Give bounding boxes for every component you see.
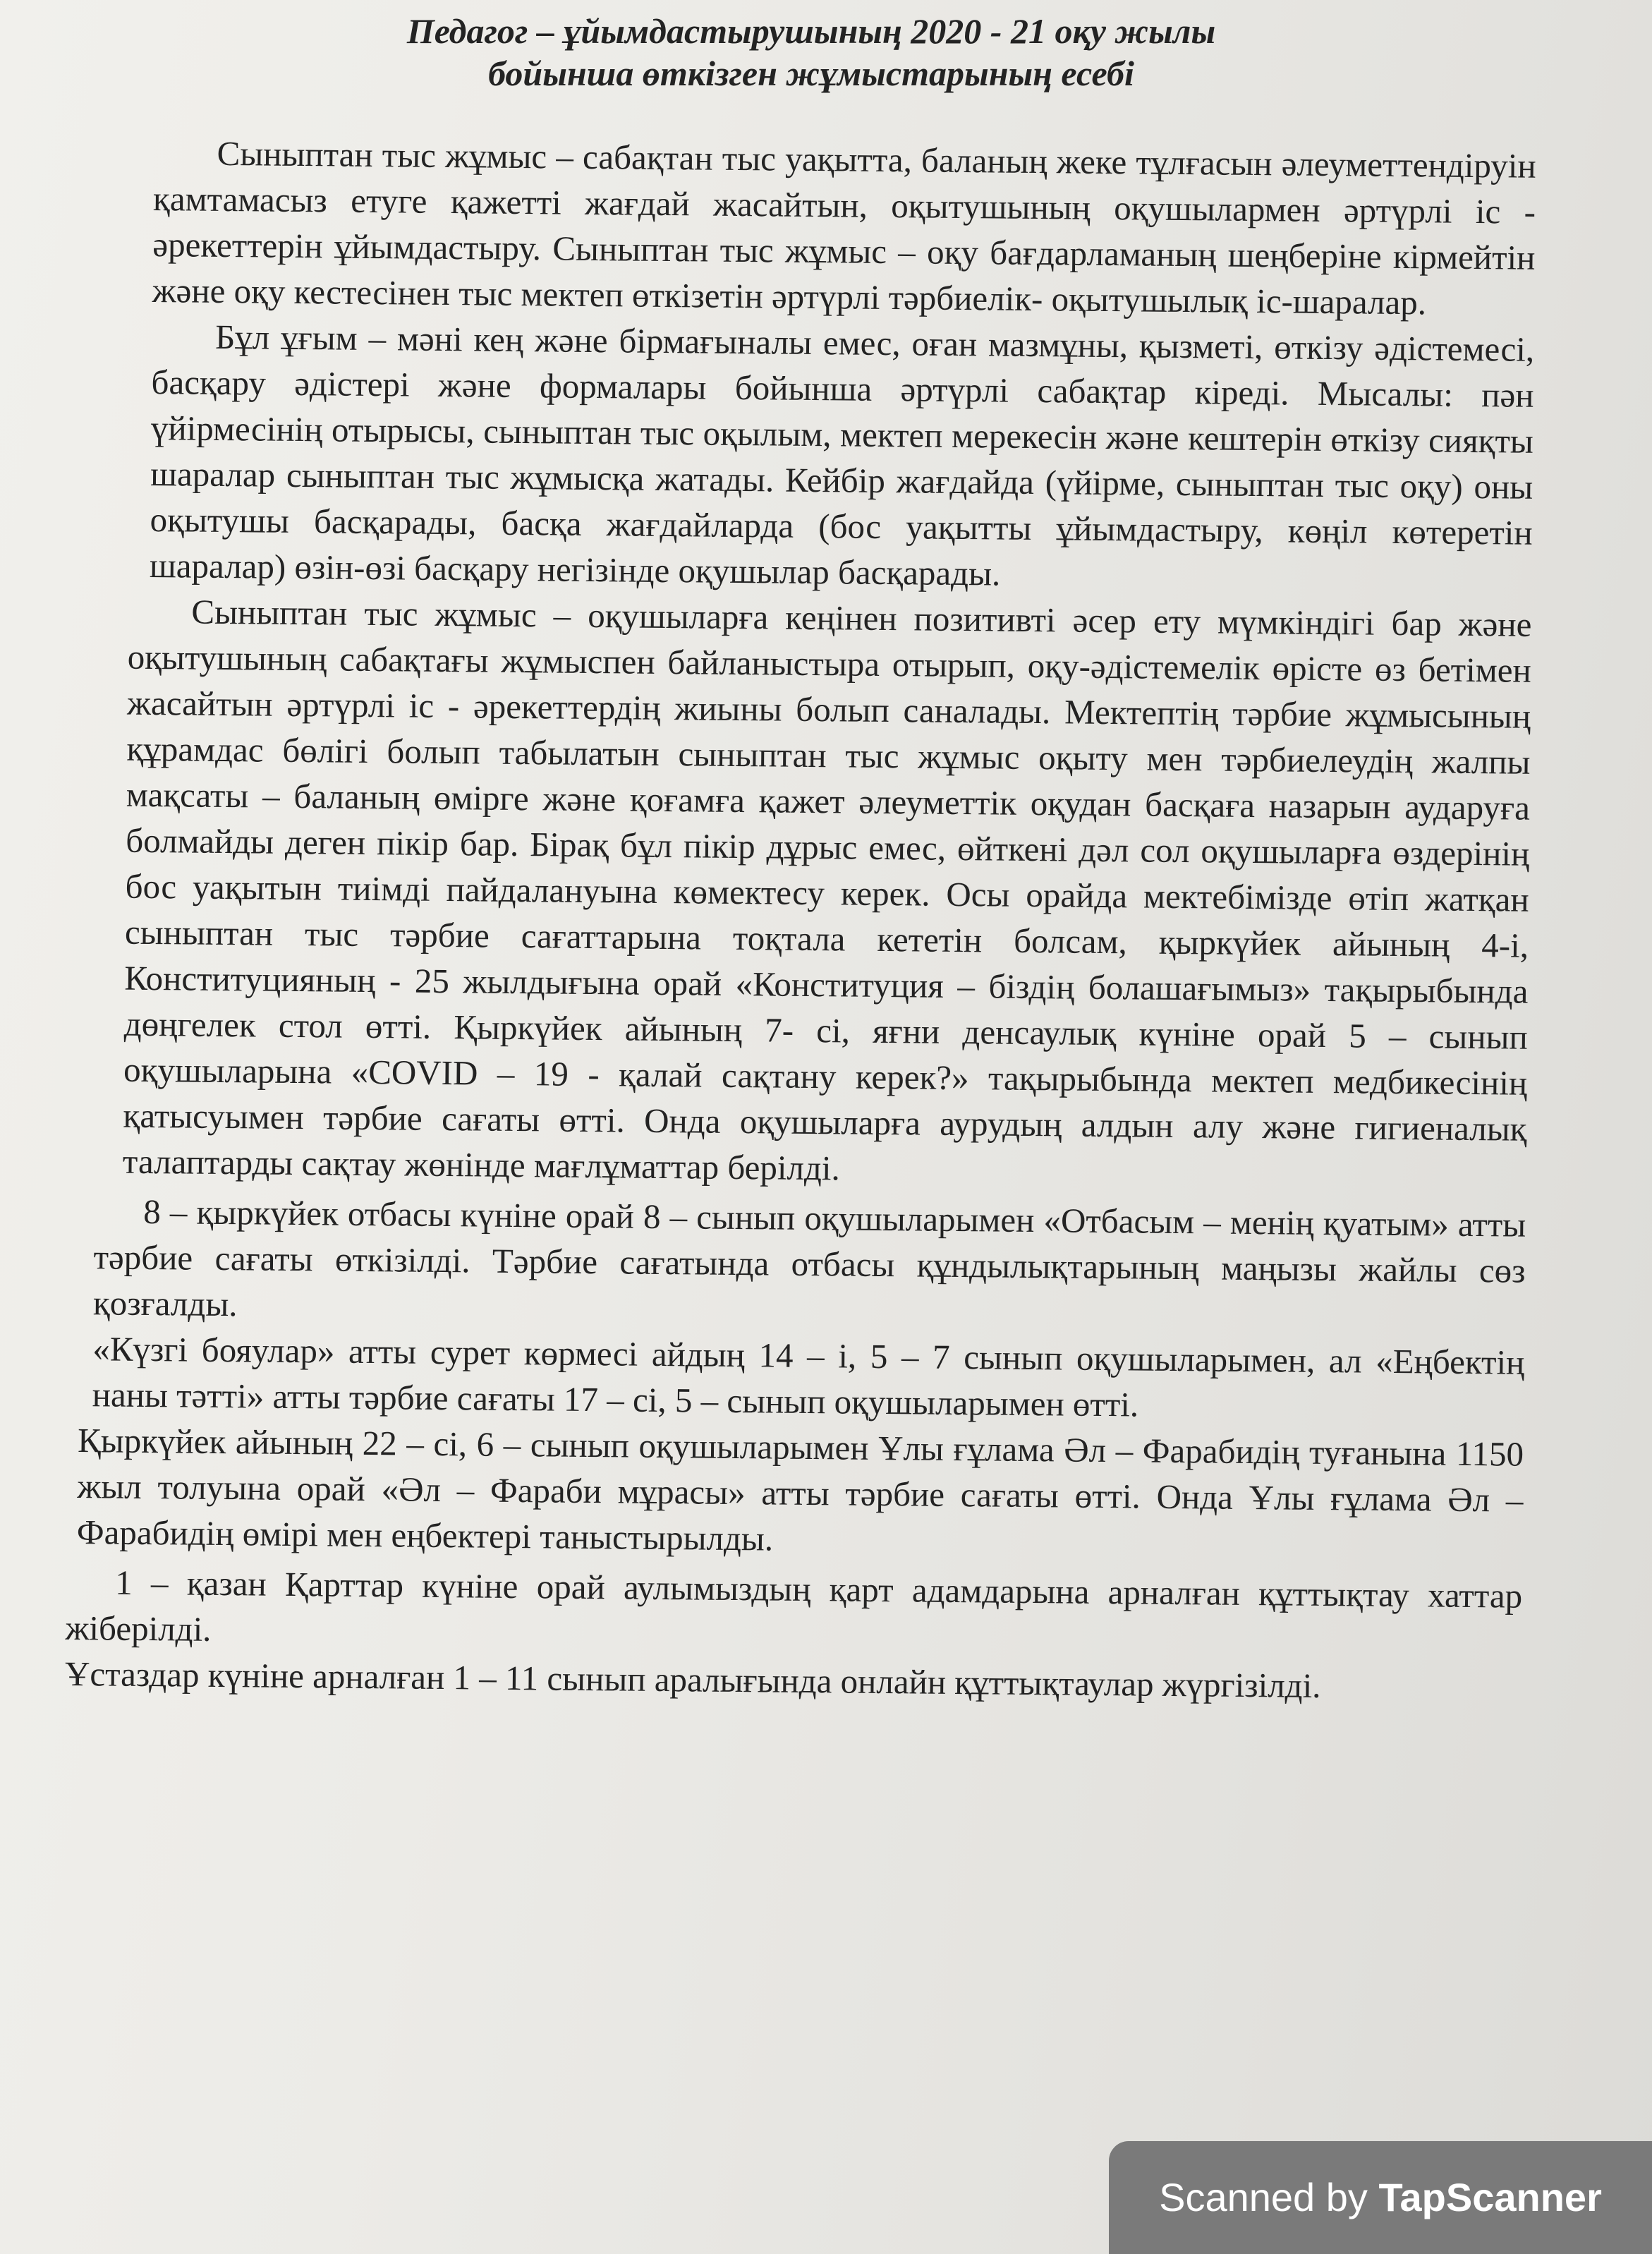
scanner-watermark [1109,2141,1652,2254]
document-title [141,10,1481,95]
paragraph-4: 8 – қыркүйек отбасы күніне орай 8 – сынып оқушыларымен «Отбасым – менің қуатым» атты тәрбие сағаты өткізілді. Тәрбие сағатында отбасы құндылықтарының маңызы жайлы сөз қозғалды. [92,1192,1526,1324]
paragraph-2: Бұл ұғым – мәні кең және бірмағыналы емес, оған мазмұны, қызметі, өткізу әдістемесі, басқару әдістері және формалары бойынша әртүрлі сабақтар кіреді. Мысалы: пән үйірмесінің отырысы, сыныптан тыс оқылым, мектеп мерекесін және кештерін өткізу сияқты шаралар сыныптан тыс жұмысқа жатады. Кейбір жағдайда (үйірме, сыныптан тыс оқу) оны оқытушы басқарады, басқа жағдайларда (бос уақытты ұйымдастыру, көңіл көтеретін шаралар) өзін-өзі басқару негізінде оқушылар басқарады. [149,317,1535,593]
paragraph-8: Ұстаздар күніне арналған 1 – 11 сынып аралығында онлайн құттықтаулар жүргізілді. [64,1654,1321,1705]
paragraph-7: 1 – қазан Қарттар күніне орай аулымыздың қарт адамдарына арналған құттықтау хаттар жіберілді. [65,1563,1523,1649]
paragraph-6: Қыркүйек айының 22 – сі, 6 – сынып оқушыларымен Ұлы ғұлама Әл – Фарабидің туғанына 1150 жыл толуына орай «Әл – Фараби мұрасы» атты тәрбие сағаты өтті. Онда Ұлы ғұлама Әл – Фарабидің өмірі мен еңбектері таныстырылды. [76,1421,1524,1558]
paragraph-3: Сыныптан тыс жұмыс – оқушыларға кеңінен позитивті әсер ету мүмкіндігі бар және оқытушының сабақтағы жұмыспен байланыстыра отырып, оқу-әдістемелік өрісте өз бетімен жасайтын әртүрлі іс - әрекеттердің жиыны болып саналады. Мектептің тәрбие жұмысының құрамдас бөлігі болып табылатын сыныптан тыс жұмыс оқыту мен тәрбиелеудің жалпы мақсаты – баланың өмірге және қоғамға қажет әлеуметтік оқудан басқаға назарын аударуға болмайды деген пікір бар. Бірақ бұл пікір дұрыс емес, өйткені дәл сол оқушыларға өздерінің бос уақытын тиімді пайдалануына көмектесу керек. Осы орайда мектебімізде өтіп жатқан сыныптан тыс тәрбие сағаттарына тоқтала кететін болсам, қыркүйек айының 4-і, Конституцияның - 25 жылдығына орай «Конституция – біздің болашағымыз» тақырыбында дөңгелек стол өтті. Қыркүйек айының 7- сі, яғни денсаулық күніне орай 5 – сынып оқушыларына «COVID – 19 - қалай сақтану керек?» тақырыбында мектеп медбикесінің қатысуымен тәрбие сағаты өтті. Онда оқушыларға аурудың алдын алу және гигиеналық талаптарды сақтау жөнінде мағлұматтар берілді. [122,592,1532,1188]
title-line-1: Педагог – ұйымдастырушының 2020 - 21 оқу жылы [406,11,1216,51]
watermark-brand: TapScanner [1378,2175,1602,2219]
watermark-prefix: Scanned by [1159,2175,1379,2219]
paragraph-5: «Күзгі бояулар» атты сурет көрмесі айдың 14 – і, 5 – 7 сынып оқушыларымен, ал «Еңбектің наны тәтті» атты тәрбие сағаты 17 – сі, 5 – сынып оқушыларымен өтті. [92,1329,1525,1424]
paragraph-1: Сыныптан тыс жұмыс – сабақтан тыс уақытта, баланың жеке тұлғасын әлеуметтендіруін қамтамасыз етуге қажетті жағдай жасайтын, оқытушының оқушылармен әртүрлі іс - әрекеттерін ұйымдастыру. Сыныптан тыс жұмыс – оқу бағдарламаның шеңберіне кірмейтін және оқу кестесінен тыс мектеп өткізетін әртүрлі тәрбиелік- оқытушылық іс-шаралар. [152,133,1536,322]
title-line-2: бойынша өткізген жұмыстарының есебі [488,54,1134,93]
document-body [64,130,1536,1711]
